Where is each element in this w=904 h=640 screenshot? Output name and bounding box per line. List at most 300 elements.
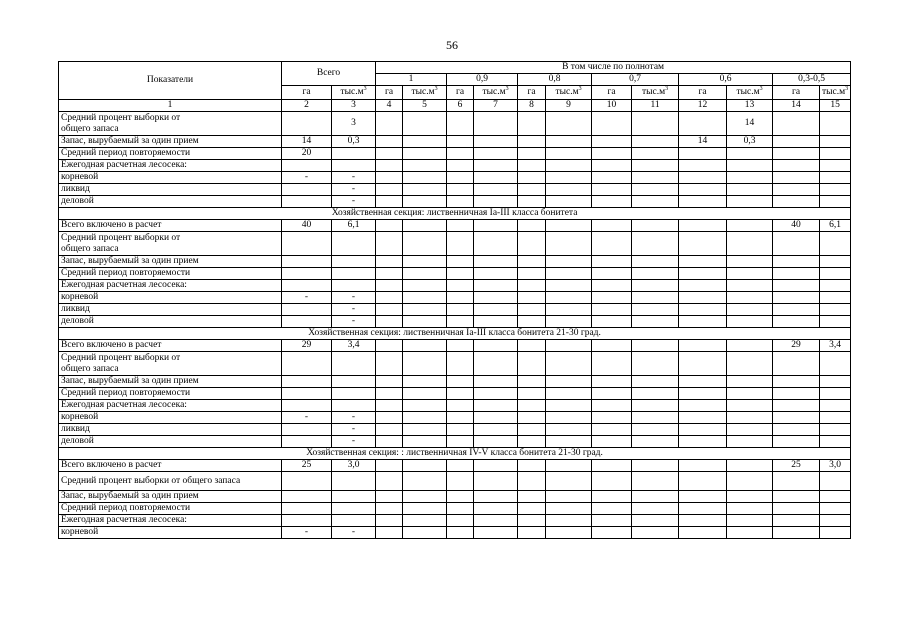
- table-cell: [592, 472, 632, 491]
- table-cell: [679, 376, 727, 388]
- table-cell: [546, 160, 592, 172]
- table-cell: [376, 136, 403, 148]
- table-cell: [592, 400, 632, 412]
- table-row: [59, 503, 851, 515]
- table-cell: [376, 515, 403, 527]
- table-cell: [332, 388, 376, 400]
- table-cell: -: [332, 184, 376, 196]
- unit-volume-superscript: 3: [505, 86, 509, 92]
- row-label: Всего включено в расчет: [59, 340, 282, 352]
- table-cell: [592, 460, 632, 472]
- table-cell: [546, 196, 592, 208]
- table-cell: [447, 160, 474, 172]
- forest-cut-table: [58, 61, 851, 539]
- table-row: [59, 220, 851, 232]
- table-cell: [727, 352, 773, 376]
- table-cell: [632, 268, 679, 280]
- table-cell: [727, 472, 773, 491]
- table-row: [59, 196, 851, 208]
- table-cell: [518, 256, 546, 268]
- table-cell: [727, 316, 773, 328]
- table-cell: [282, 472, 332, 491]
- table-cell: [592, 160, 632, 172]
- table-cell: [403, 376, 447, 388]
- table-row: [59, 112, 851, 136]
- table-cell: [474, 503, 518, 515]
- table-cell: [403, 136, 447, 148]
- table-cell: [592, 424, 632, 436]
- table-cell: [474, 268, 518, 280]
- table-cell: [332, 148, 376, 160]
- table-cell: [679, 316, 727, 328]
- table-cell: [474, 436, 518, 448]
- table-cell: 14: [679, 136, 727, 148]
- header-unit-ha: га: [679, 86, 727, 100]
- table-cell: [820, 472, 851, 491]
- table-cell: [727, 232, 773, 256]
- table-row: [59, 460, 851, 472]
- table-cell: [332, 503, 376, 515]
- table-cell: [679, 292, 727, 304]
- table-cell: [773, 304, 820, 316]
- table-cell: [474, 527, 518, 539]
- table-cell: [727, 436, 773, 448]
- table-cell: [820, 400, 851, 412]
- table-cell: [376, 220, 403, 232]
- table-cell: [592, 184, 632, 196]
- table-cell: [282, 388, 332, 400]
- table-cell: [592, 136, 632, 148]
- table-cell: [546, 352, 592, 376]
- table-row: [59, 472, 851, 491]
- table-cell: [447, 268, 474, 280]
- table-row: [59, 412, 851, 424]
- header-density: 1: [376, 74, 447, 86]
- header-unit-volume: [727, 86, 773, 100]
- table-cell: [447, 503, 474, 515]
- table-cell: [679, 160, 727, 172]
- table-cell: [474, 256, 518, 268]
- table-cell: [518, 376, 546, 388]
- table-cell: [518, 196, 546, 208]
- table-cell: -: [332, 316, 376, 328]
- table-cell: [546, 316, 592, 328]
- table-cell: [727, 292, 773, 304]
- table-cell: [403, 196, 447, 208]
- table-row: [59, 232, 851, 256]
- table-cell: [447, 527, 474, 539]
- table-cell: [773, 424, 820, 436]
- table-row: [59, 256, 851, 268]
- table-cell: [546, 472, 592, 491]
- table-cell: [632, 340, 679, 352]
- table-cell: [679, 460, 727, 472]
- table-cell: -: [332, 436, 376, 448]
- table-cell: [474, 172, 518, 184]
- table-cell: [773, 160, 820, 172]
- table-cell: [632, 256, 679, 268]
- table-row: [59, 280, 851, 292]
- unit-volume-text: тыс.м: [822, 87, 846, 97]
- table-cell: [376, 304, 403, 316]
- table-cell: [727, 280, 773, 292]
- table-cell: [592, 316, 632, 328]
- table-cell: [282, 280, 332, 292]
- table-cell: [474, 160, 518, 172]
- table-cell: [403, 268, 447, 280]
- table-cell: 3,4: [820, 340, 851, 352]
- row-label: Средний период повторяемости: [59, 148, 282, 160]
- row-label: Ежегодная расчетная лесосека:: [59, 280, 282, 292]
- unit-volume-text: тыс.м: [340, 87, 364, 97]
- table-cell: [447, 460, 474, 472]
- table-cell: [447, 232, 474, 256]
- table-cell: [546, 460, 592, 472]
- table-cell: [773, 196, 820, 208]
- row-label: деловой: [59, 196, 282, 208]
- table-cell: 29: [282, 340, 332, 352]
- row-label: ликвид: [59, 424, 282, 436]
- table-cell: [820, 172, 851, 184]
- table-cell: [632, 472, 679, 491]
- table-cell: [376, 112, 403, 136]
- table-cell: [332, 256, 376, 268]
- table-cell: [546, 280, 592, 292]
- row-label: корневой: [59, 172, 282, 184]
- table-cell: 3,0: [332, 460, 376, 472]
- table-cell: [546, 527, 592, 539]
- table-cell: [773, 172, 820, 184]
- row-label: Средний процент выборки от общего запаса: [59, 232, 282, 256]
- table-cell: [773, 491, 820, 503]
- table-row: [59, 148, 851, 160]
- table-cell: [447, 436, 474, 448]
- table-cell: [403, 316, 447, 328]
- table-row: [59, 400, 851, 412]
- table-row: [59, 268, 851, 280]
- table-cell: 40: [282, 220, 332, 232]
- column-number: 6: [447, 100, 474, 112]
- section-heading-row: [59, 208, 851, 220]
- table-cell: [518, 436, 546, 448]
- column-number: 7: [474, 100, 518, 112]
- table-cell: [474, 400, 518, 412]
- table-cell: [632, 412, 679, 424]
- table-cell: [332, 400, 376, 412]
- table-cell: [376, 527, 403, 539]
- table-cell: [727, 503, 773, 515]
- section-heading-row: [59, 448, 851, 460]
- table-cell: [403, 515, 447, 527]
- column-number: 5: [403, 100, 447, 112]
- row-label: Всего включено в расчет: [59, 460, 282, 472]
- table-cell: [679, 503, 727, 515]
- table-cell: [679, 184, 727, 196]
- table-cell: [332, 160, 376, 172]
- table-cell: [518, 184, 546, 196]
- table-row: [59, 376, 851, 388]
- table-cell: 3,4: [332, 340, 376, 352]
- table-cell: [518, 268, 546, 280]
- table-cell: [474, 136, 518, 148]
- table-cell: [773, 388, 820, 400]
- table-row: [59, 527, 851, 539]
- table-cell: [518, 460, 546, 472]
- table-cell: [546, 220, 592, 232]
- unit-volume-superscript: 3: [845, 86, 849, 92]
- table-cell: [376, 376, 403, 388]
- table-cell: [376, 172, 403, 184]
- table-cell: [632, 280, 679, 292]
- table-cell: [632, 352, 679, 376]
- header-unit-ha: га: [282, 86, 332, 100]
- table-cell: [773, 316, 820, 328]
- table-cell: [820, 527, 851, 539]
- unit-volume-text: тыс.м: [736, 87, 760, 97]
- table-cell: [592, 112, 632, 136]
- table-cell: [403, 184, 447, 196]
- table-cell: [447, 196, 474, 208]
- row-label: Средний период повторяемости: [59, 388, 282, 400]
- table-row: [59, 515, 851, 527]
- table-cell: [474, 316, 518, 328]
- table-cell: [332, 376, 376, 388]
- table-cell: [447, 220, 474, 232]
- table-cell: [518, 304, 546, 316]
- column-number: 13: [727, 100, 773, 112]
- row-label: Запас, вырубаемый за один прием: [59, 136, 282, 148]
- table-cell: [474, 220, 518, 232]
- table-cell: [632, 316, 679, 328]
- table-cell: [773, 112, 820, 136]
- table-cell: [632, 172, 679, 184]
- header-unit-volume: [403, 86, 447, 100]
- table-cell: [332, 268, 376, 280]
- table-cell: [403, 304, 447, 316]
- table-cell: [282, 491, 332, 503]
- table-cell: [474, 196, 518, 208]
- row-label: Средний процент выборки от общего запаса: [59, 472, 282, 491]
- table-cell: [474, 515, 518, 527]
- table-row: [59, 292, 851, 304]
- table-cell: [632, 376, 679, 388]
- table-cell: [332, 491, 376, 503]
- header-unit-ha: га: [592, 86, 632, 100]
- table-cell: 25: [773, 460, 820, 472]
- table-cell: [820, 424, 851, 436]
- table-cell: [773, 515, 820, 527]
- unit-volume-text: тыс.м: [555, 87, 579, 97]
- table-cell: [403, 172, 447, 184]
- section-heading: Хозяйственная секция: : лиственничная IV-V класса бонитета 21-30 град.: [59, 448, 851, 460]
- table-cell: [376, 460, 403, 472]
- table-cell: [282, 184, 332, 196]
- table-cell: [773, 503, 820, 515]
- table-cell: [727, 340, 773, 352]
- table-cell: [592, 515, 632, 527]
- row-label: Ежегодная расчетная лесосека:: [59, 400, 282, 412]
- table-cell: [447, 184, 474, 196]
- table-cell: [546, 400, 592, 412]
- table-cell: [632, 160, 679, 172]
- table-cell: [518, 503, 546, 515]
- table-cell: [282, 160, 332, 172]
- table-cell: [474, 388, 518, 400]
- table-cell: [376, 412, 403, 424]
- table-cell: [518, 527, 546, 539]
- table-cell: [679, 304, 727, 316]
- table-cell: [403, 148, 447, 160]
- column-number: 4: [376, 100, 403, 112]
- table-cell: [592, 148, 632, 160]
- table-cell: [282, 268, 332, 280]
- table-cell: [632, 184, 679, 196]
- header-density: 0,3-0,5: [773, 74, 851, 86]
- column-number: 9: [546, 100, 592, 112]
- table-cell: [474, 280, 518, 292]
- table-cell: [632, 424, 679, 436]
- table-cell: 3,0: [820, 460, 851, 472]
- table-cell: [474, 460, 518, 472]
- table-cell: -: [282, 172, 332, 184]
- row-label: Всего включено в расчет: [59, 220, 282, 232]
- table-cell: [282, 503, 332, 515]
- table-cell: [518, 316, 546, 328]
- table-row: [59, 316, 851, 328]
- table-cell: [403, 292, 447, 304]
- table-cell: [376, 184, 403, 196]
- table-cell: [632, 460, 679, 472]
- table-cell: [447, 304, 474, 316]
- header-density: 0,7: [592, 74, 679, 86]
- table-cell: [518, 220, 546, 232]
- table-cell: [282, 436, 332, 448]
- table-cell: [679, 232, 727, 256]
- table-cell: -: [332, 412, 376, 424]
- table-cell: [820, 515, 851, 527]
- table-cell: [518, 280, 546, 292]
- row-label: Запас, вырубаемый за один прием: [59, 491, 282, 503]
- table-cell: [820, 160, 851, 172]
- row-label: деловой: [59, 436, 282, 448]
- table-cell: [773, 232, 820, 256]
- header-unit-ha: га: [773, 86, 820, 100]
- table-cell: -: [282, 527, 332, 539]
- table-cell: 40: [773, 220, 820, 232]
- table-cell: [282, 515, 332, 527]
- table-cell: [447, 256, 474, 268]
- table-cell: [727, 184, 773, 196]
- table-row: [59, 184, 851, 196]
- table-cell: [282, 112, 332, 136]
- table-cell: [679, 256, 727, 268]
- table-cell: [632, 112, 679, 136]
- table-cell: [403, 256, 447, 268]
- table-row: [59, 136, 851, 148]
- table-cell: [679, 515, 727, 527]
- table-cell: [518, 112, 546, 136]
- table-cell: [447, 136, 474, 148]
- table-cell: [546, 112, 592, 136]
- table-cell: [282, 232, 332, 256]
- table-cell: [474, 112, 518, 136]
- table-cell: [546, 412, 592, 424]
- row-label: корневой: [59, 412, 282, 424]
- table-cell: [447, 280, 474, 292]
- table-cell: [518, 400, 546, 412]
- header-indicators: Показатели: [59, 62, 282, 100]
- table-cell: [773, 376, 820, 388]
- section-heading: Хозяйственная секция: лиственничная Iа-III класса бонитета 21-30 град.: [59, 328, 851, 340]
- table-cell: [447, 388, 474, 400]
- header-density: 0,9: [447, 74, 518, 86]
- table-header: [59, 62, 851, 112]
- table-cell: -: [332, 172, 376, 184]
- table-cell: [820, 376, 851, 388]
- table-cell: [820, 136, 851, 148]
- row-label: ликвид: [59, 304, 282, 316]
- table-cell: 14: [282, 136, 332, 148]
- table-cell: [592, 436, 632, 448]
- table-cell: [773, 527, 820, 539]
- table-cell: [447, 316, 474, 328]
- table-cell: [727, 491, 773, 503]
- table-cell: [592, 376, 632, 388]
- column-number: 1: [59, 100, 282, 112]
- table-cell: [592, 292, 632, 304]
- table-cell: [447, 472, 474, 491]
- table-cell: [727, 412, 773, 424]
- table-cell: [679, 527, 727, 539]
- table-cell: [679, 220, 727, 232]
- row-label: деловой: [59, 316, 282, 328]
- table-cell: [727, 172, 773, 184]
- table-cell: [403, 400, 447, 412]
- table-cell: [474, 148, 518, 160]
- table-cell: [474, 184, 518, 196]
- table-cell: [282, 304, 332, 316]
- unit-volume-superscript: 3: [363, 86, 367, 92]
- unit-volume-text: тыс.м: [641, 87, 666, 97]
- table-cell: [474, 376, 518, 388]
- table-cell: [820, 352, 851, 376]
- table-cell: [376, 503, 403, 515]
- table-cell: 25: [282, 460, 332, 472]
- table-cell: [447, 148, 474, 160]
- table-cell: [332, 352, 376, 376]
- row-label: Ежегодная расчетная лесосека:: [59, 160, 282, 172]
- table-cell: [632, 196, 679, 208]
- table-cell: [773, 436, 820, 448]
- table-cell: [679, 196, 727, 208]
- table-cell: [403, 472, 447, 491]
- table-cell: [632, 148, 679, 160]
- table-cell: [518, 148, 546, 160]
- table-cell: [546, 304, 592, 316]
- table-cell: [282, 376, 332, 388]
- header-unit-ha: га: [376, 86, 403, 100]
- table-row: [59, 491, 851, 503]
- table-cell: [592, 304, 632, 316]
- table-cell: [679, 424, 727, 436]
- table-cell: [632, 136, 679, 148]
- table-cell: [474, 472, 518, 491]
- table-cell: [546, 148, 592, 160]
- table-cell: -: [332, 424, 376, 436]
- table-row: [59, 304, 851, 316]
- table-cell: [376, 472, 403, 491]
- table-cell: [546, 136, 592, 148]
